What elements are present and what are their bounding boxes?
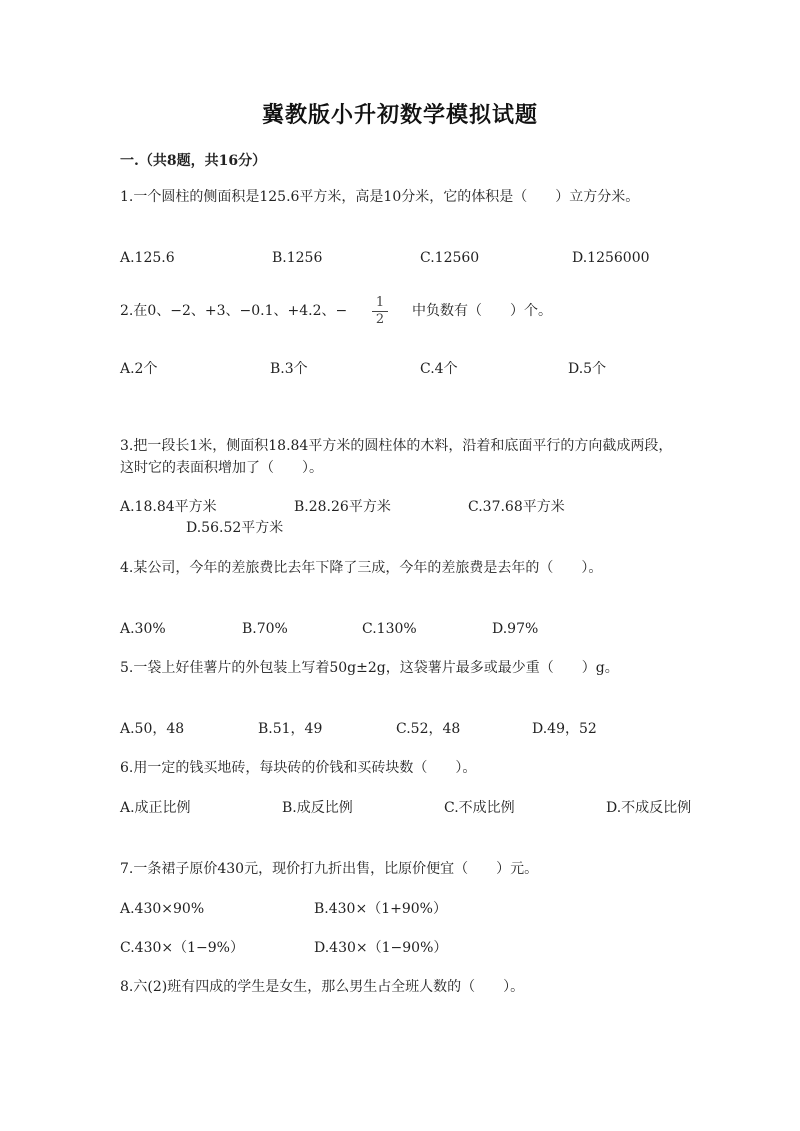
q7-option-c: C.430×（1−9%） <box>120 940 244 956</box>
q3-option-d: D.56.52平方米 <box>186 520 284 536</box>
fraction-numerator: 1 <box>375 295 385 310</box>
q1-option-a: A.125.6 <box>120 250 175 266</box>
q1-option-b: B.1256 <box>272 250 323 266</box>
q6-option-b: B.成反比例 <box>282 800 353 816</box>
q5-option-a: A.50，48 <box>120 721 185 737</box>
q7-option-d: D.430×（1−90%） <box>314 940 448 956</box>
q5-option-c: C.52，48 <box>396 721 461 737</box>
q4-option-b: B.70% <box>242 621 288 637</box>
question-8: 8.六(2)班有四成的学生是女生，那么男生占全班人数的（ ）。 <box>120 979 525 995</box>
section-heading: 一.（共8题，共16分） <box>120 153 267 169</box>
q3-option-c: C.37.68平方米 <box>468 499 565 515</box>
q2-option-c: C.4个 <box>420 361 458 377</box>
question-3: 3.把一段长1米，侧面积18.84平方米的圆柱体的木料，沿着和底面平行的方向截成两段，这时它的表面积增加了（ ）。 <box>120 438 673 476</box>
q1-option-d: D.1256000 <box>572 250 650 266</box>
q7-option-a: A.430×90% <box>120 901 205 917</box>
page-title: 冀教版小升初数学模拟试题 <box>261 102 538 128</box>
question-2 <box>120 300 347 322</box>
fraction-denominator: 2 <box>375 312 385 327</box>
q2-option-a: A.2个 <box>120 361 158 377</box>
q4-option-a: A.30% <box>120 621 166 637</box>
q6-option-a: A.成正比例 <box>120 800 191 816</box>
fraction-one-half <box>372 296 388 327</box>
q7-option-b: B.430×（1+90%） <box>314 901 447 917</box>
question-1: 1.一个圆柱的侧面积是125.6平方米，高是10分米，它的体积是（ ）立方分米。 <box>120 189 640 205</box>
q3-option-a: A.18.84平方米 <box>120 499 217 515</box>
question-2-text-before: 2.在0、−2、+3、−0.1、+4.2、− <box>120 303 348 319</box>
question-4: 4.某公司，今年的差旅费比去年下降了三成，今年的差旅费是去年的（ ）。 <box>120 560 603 576</box>
q4-option-c: C.130% <box>362 621 417 637</box>
question-5: 5.一袋上好佳薯片的外包装上写着50g±2g，这袋薯片最多或最少重（ ）g。 <box>120 660 619 676</box>
q5-option-b: B.51，49 <box>258 721 323 737</box>
q3-option-b: B.28.26平方米 <box>294 499 391 515</box>
q6-option-c: C.不成比例 <box>444 800 515 816</box>
q4-option-d: D.97% <box>492 621 539 637</box>
q1-option-c: C.12560 <box>420 250 480 266</box>
q5-option-d: D.49，52 <box>532 721 597 737</box>
q6-option-d: D.不成反比例 <box>606 800 692 816</box>
question-2-text-after: 中负数有（ ）个。 <box>412 303 552 319</box>
q2-option-d: D.5个 <box>568 361 607 377</box>
q2-option-b: B.3个 <box>270 361 308 377</box>
question-6: 6.用一定的钱买地砖，每块砖的价钱和买砖块数（ ）。 <box>120 760 477 776</box>
question-7: 7.一条裙子原价430元，现价打九折出售，比原价便宜（ ）元。 <box>120 861 539 877</box>
